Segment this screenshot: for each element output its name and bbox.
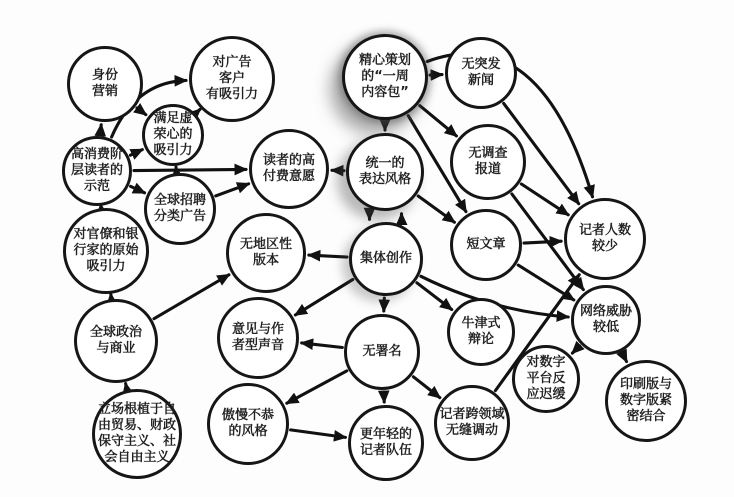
node-label-line: 无调查	[468, 145, 508, 161]
edge-unsigned-crossfield	[413, 377, 439, 398]
node-label-line: 行家的原始	[73, 242, 139, 258]
edge-package-nobreaking	[430, 75, 442, 76]
edge-package-noinvestigative	[420, 106, 457, 136]
edge-collective-unsigned	[384, 298, 385, 311]
node-package	[342, 34, 428, 120]
node-label-line: 对数字	[526, 354, 566, 370]
node-label-line: 者型声音	[231, 338, 284, 353]
node-slowdigital	[512, 345, 580, 413]
node-label-line: 表达风格	[358, 172, 411, 187]
node-label-line: 对官僚和银	[73, 226, 139, 242]
node-printdigital	[605, 360, 687, 442]
node-demo	[62, 136, 132, 206]
node-label-line: 意见与作	[231, 321, 284, 337]
edge-unified-shortarticles	[418, 196, 454, 222]
node-label-line: 密结合	[626, 409, 666, 425]
node-nobreaking	[445, 37, 517, 109]
node-label-line: 营销	[91, 84, 118, 99]
edge-noinvestigative-fewjournalists	[521, 184, 568, 215]
node-label-line: 牛津式	[461, 315, 501, 331]
node-label-line: 新闻	[467, 73, 494, 88]
edge-politics-regional	[154, 275, 229, 319]
node-label-line: 层读者的	[70, 162, 123, 178]
node-label-line: 与商业	[96, 341, 136, 356]
node-label-line: 满足虚	[153, 110, 193, 126]
node-label-line: 网络威胁	[579, 303, 632, 319]
node-lowthreat	[571, 285, 641, 355]
node-label-line: 内容包”	[361, 85, 409, 101]
node-label-line: 记者队伍	[359, 443, 412, 458]
edge-lowthreat-slowdigital	[572, 346, 579, 353]
edge-stance-politics	[126, 384, 127, 390]
node-regional	[226, 213, 306, 293]
edge-lowthreat-printdigital	[622, 353, 626, 361]
node-label-line: 更年轻的	[359, 426, 412, 442]
node-bureaucrats	[63, 208, 149, 294]
node-arrogant	[207, 383, 289, 465]
node-vanity	[142, 104, 204, 166]
node-label-line: 记者跨领域	[439, 406, 505, 422]
node-label-line: 无缝调动	[445, 423, 498, 438]
node-label-line: 无地区性	[239, 236, 292, 252]
node-label-line: 会自由主义	[104, 450, 170, 466]
node-crossfield	[434, 385, 510, 461]
edge-unsigned-opinion	[302, 343, 343, 348]
node-label-line: 的“一周	[361, 68, 409, 84]
node-label-line: 的风格	[228, 424, 268, 439]
node-label-line: 示范	[83, 179, 110, 195]
edge-demo-vanity	[130, 150, 142, 156]
node-advertisers	[189, 36, 275, 122]
edge-vanity-advertisers	[196, 109, 200, 113]
node-label-line: 较低	[592, 320, 619, 335]
node-younger	[348, 405, 424, 481]
node-label-line: 集体创作	[359, 250, 412, 266]
node-label-line: 平台反	[526, 370, 566, 386]
edge-identity-vanity	[137, 108, 146, 115]
node-label-line: 辩论	[467, 332, 494, 347]
node-label-line: 全球招聘	[153, 192, 206, 208]
node-oxford	[447, 298, 515, 366]
node-label-line: 有吸引力	[205, 87, 258, 103]
node-label-line: 分类广告	[153, 209, 206, 224]
edge-demo-classifieds	[131, 186, 145, 192]
node-politics	[74, 299, 158, 383]
node-label-line: 统一的	[365, 155, 405, 171]
node-noinvestigative	[450, 124, 526, 200]
node-label-line: 精心策划	[358, 52, 411, 68]
node-label-line: 对广告	[212, 54, 252, 70]
node-label-line: 付费意愿	[262, 169, 315, 184]
node-label-line: 短文章	[466, 236, 506, 252]
node-unified	[346, 133, 424, 211]
node-identity	[67, 46, 143, 122]
edge-demo-pay	[134, 169, 246, 170]
node-stance	[92, 389, 182, 479]
node-label-line: 无署名	[362, 343, 402, 359]
edge-collective-opinion	[295, 280, 352, 315]
node-label-line: 记者人数	[578, 222, 631, 238]
edge-shortarticles-fewjournalists	[524, 241, 561, 243]
node-opinion	[217, 297, 299, 379]
node-fewjournalists	[564, 198, 646, 280]
node-label-line: 客户	[218, 70, 245, 86]
node-label-line: 由贸易、财政	[97, 417, 176, 433]
edge-arrogant-younger	[291, 430, 346, 438]
node-label-line: 报道	[474, 162, 501, 177]
edge-classifieds-pay	[216, 184, 249, 196]
node-collective	[349, 222, 423, 296]
node-label-line: 印刷版与	[619, 376, 672, 392]
node-label-line: 数字版紧	[619, 392, 672, 408]
node-label-line: 读者的高	[262, 152, 315, 168]
edge-collective-regional	[309, 255, 347, 257]
node-label-line: 身份	[91, 67, 118, 83]
node-classifieds	[144, 173, 216, 245]
node-label-line: 高消费阶	[70, 146, 123, 162]
node-label-line: 全球政治	[89, 324, 142, 340]
node-label-line: 保守主义、社	[97, 434, 176, 449]
node-label-line: 荣心的	[153, 126, 193, 142]
node-label-line: 立场根植于自	[97, 401, 176, 417]
node-label-line: 应迟缓	[526, 387, 566, 403]
node-shortarticles	[450, 209, 522, 281]
node-label-line: 吸引力	[153, 143, 193, 159]
node-label-line: 无突发	[461, 56, 501, 72]
node-label-line: 吸引力	[86, 259, 126, 275]
edge-demo-identity	[100, 125, 101, 134]
node-label-line: 版本	[252, 253, 279, 268]
node-label-line: 傲慢不恭	[221, 407, 274, 423]
node-pay	[249, 129, 329, 209]
node-unsigned	[344, 314, 420, 390]
node-label-line: 较少	[591, 239, 618, 254]
edge-unsigned-arrogant	[287, 371, 347, 403]
